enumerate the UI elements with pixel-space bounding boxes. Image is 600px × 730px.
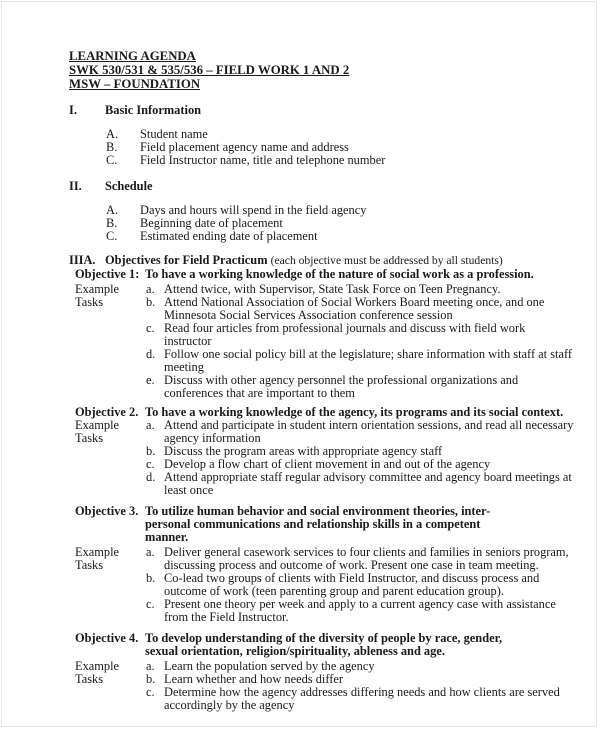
tasks-label: Tasks: [75, 295, 104, 309]
task-letter: b.: [146, 444, 156, 458]
task-item: [146, 598, 589, 624]
task-text: Discuss the program areas with appropriate agency staff: [164, 444, 443, 458]
list-item-text: Field Instructor name, title and telephone number: [140, 153, 386, 167]
list-item-letter: C.: [106, 153, 118, 167]
task-text: Attend and participate in student intern orientation sessions, and read all necessary agency information: [164, 418, 574, 445]
objective-label: Objective 3.: [75, 504, 139, 518]
list-item-text: Field placement agency name and address: [140, 140, 349, 154]
task-list: [146, 660, 589, 712]
example-label: Example: [75, 659, 120, 673]
task-letter: a.: [146, 282, 155, 296]
section-heading: [69, 180, 589, 193]
list-item-text: Beginning date of placement: [140, 216, 283, 230]
task-item: [146, 322, 589, 348]
task-letter: a.: [146, 418, 155, 432]
section-note: (each objective must be addressed by all students): [270, 254, 503, 267]
objective-tasks: [69, 283, 589, 400]
task-item: [146, 686, 589, 712]
objective-tasks: [69, 546, 589, 624]
task-letter: c.: [146, 685, 155, 699]
task-letter: a.: [146, 545, 155, 559]
task-item: [146, 572, 589, 598]
example-label: Example: [75, 545, 120, 559]
task-item: [146, 374, 589, 400]
section-heading: [69, 254, 589, 267]
task-text: Deliver general casework services to four clients and families in seniors program, discussing process and outcome of work. Present one case in team meeting.: [164, 545, 569, 572]
list-item-letter: A.: [106, 203, 119, 217]
task-letter: c.: [146, 597, 155, 611]
list-item-letter: A.: [106, 127, 119, 141]
objective-title: To have a working knowledge of the nature of social work as a profession.: [145, 267, 534, 281]
section-title: [105, 254, 503, 267]
task-letter: d.: [146, 470, 156, 484]
objective-tasks: [69, 419, 589, 497]
objective-label: Objective 2.: [75, 405, 139, 419]
list-item-letter: B.: [106, 140, 118, 154]
objective-1: [69, 268, 589, 400]
section-number: IIIA.: [69, 253, 96, 267]
task-item: [146, 471, 589, 497]
section-number: I.: [69, 103, 77, 117]
list-item-text: Estimated ending date of placement: [140, 229, 318, 243]
task-list: [146, 546, 589, 624]
task-text: Attend twice, with Supervisor, State Task Force on Teen Pregnancy.: [164, 282, 501, 296]
objective-title: To utilize human behavior and social environment theories, inter-personal communications and relationship skills in a competent manner.: [145, 504, 491, 544]
section-title: Basic Information: [105, 103, 202, 117]
example-tasks-label: [75, 419, 146, 497]
task-letter: b.: [146, 571, 156, 585]
list-item-letter: C.: [106, 229, 118, 243]
task-item: [146, 296, 589, 322]
objective-label: Objective 4.: [75, 631, 139, 645]
objective-3: [69, 505, 589, 624]
task-letter: d.: [146, 347, 156, 361]
objective-4: [69, 632, 589, 712]
task-text: Determine how the agency addresses differing needs and how clients are served accordingly by the agency: [164, 685, 560, 712]
section-title: Schedule: [105, 179, 153, 193]
section-list: [69, 204, 589, 243]
document-header: [69, 49, 589, 91]
task-text: Read four articles from professional journals and discuss with field work instructor: [164, 321, 526, 348]
list-item-letter: B.: [106, 216, 118, 230]
task-letter: e.: [146, 373, 155, 387]
task-item: [146, 348, 589, 374]
example-tasks-label: [75, 283, 146, 400]
section-title-text: Objectives for Field Practicum: [105, 253, 268, 267]
objective-title: To develop understanding of the diversity of people by race, gender, sexual orientation, religion/spirituality, ableness and age.: [145, 631, 503, 658]
task-item: [146, 546, 589, 572]
section-heading: [69, 104, 589, 117]
task-letter: c.: [146, 457, 155, 471]
objective-title: To have a working knowledge of the agency, its programs and its social context.: [145, 405, 564, 419]
task-letter: c.: [146, 321, 155, 335]
objective-heading: [69, 505, 589, 544]
example-tasks-label: [75, 546, 146, 624]
tasks-label: Tasks: [75, 431, 104, 445]
section-schedule: [69, 180, 589, 243]
tasks-label: Tasks: [75, 672, 104, 686]
objective-tasks: [69, 660, 589, 712]
list-item-text: Days and hours will spend in the field agency: [140, 203, 367, 217]
task-text: Co-lead two groups of clients with Field Instructor, and discuss process and outcome of work (teen parenting group and parent education group).: [164, 571, 540, 598]
task-list: [146, 283, 589, 400]
section-number: II.: [69, 179, 82, 193]
task-text: Follow one social policy bill at the legislature; share information with staff at staff meeting: [164, 347, 572, 374]
task-text: Attend appropriate staff regular advisory committee and agency board meetings at least once: [164, 470, 572, 497]
header-course: SWK 530/531 & 535/536 – FIELD WORK 1 AND 2: [69, 63, 350, 77]
objective-label: Objective 1:: [75, 267, 140, 281]
list-item: [69, 154, 589, 167]
section-objectives: [69, 254, 589, 712]
task-text: Learn whether and how needs differ: [164, 672, 344, 686]
list-item-text: Student name: [140, 127, 208, 141]
task-text: Present one theory per week and apply to a current agency case with assistance from the Field Instructor.: [164, 597, 556, 624]
section-basic-information: [69, 104, 589, 167]
objective-heading: [69, 632, 589, 658]
objective-heading: [69, 268, 589, 281]
task-letter: a.: [146, 659, 155, 673]
task-text: Learn the population served by the agency: [164, 659, 375, 673]
document-body: [69, 49, 589, 712]
task-text: Discuss with other agency personnel the professional organizations and conferences that are important to them: [164, 373, 519, 400]
header-title: LEARNING AGENDA: [69, 49, 196, 63]
header-program: MSW – FOUNDATION: [69, 77, 201, 91]
list-item: [69, 230, 589, 243]
task-item: [146, 419, 589, 445]
example-label: Example: [75, 418, 120, 432]
task-letter: b.: [146, 295, 156, 309]
objective-2: [69, 406, 589, 497]
example-label: Example: [75, 282, 120, 296]
task-letter: b.: [146, 672, 156, 686]
task-text: Develop a flow chart of client movement in and out of the agency: [164, 457, 491, 471]
section-list: [69, 128, 589, 167]
task-text: Attend National Association of Social Workers Board meeting once, and one Minnesota Social Services Association conference session: [164, 295, 545, 322]
task-list: [146, 419, 589, 497]
example-tasks-label: [75, 660, 146, 712]
tasks-label: Tasks: [75, 558, 104, 572]
